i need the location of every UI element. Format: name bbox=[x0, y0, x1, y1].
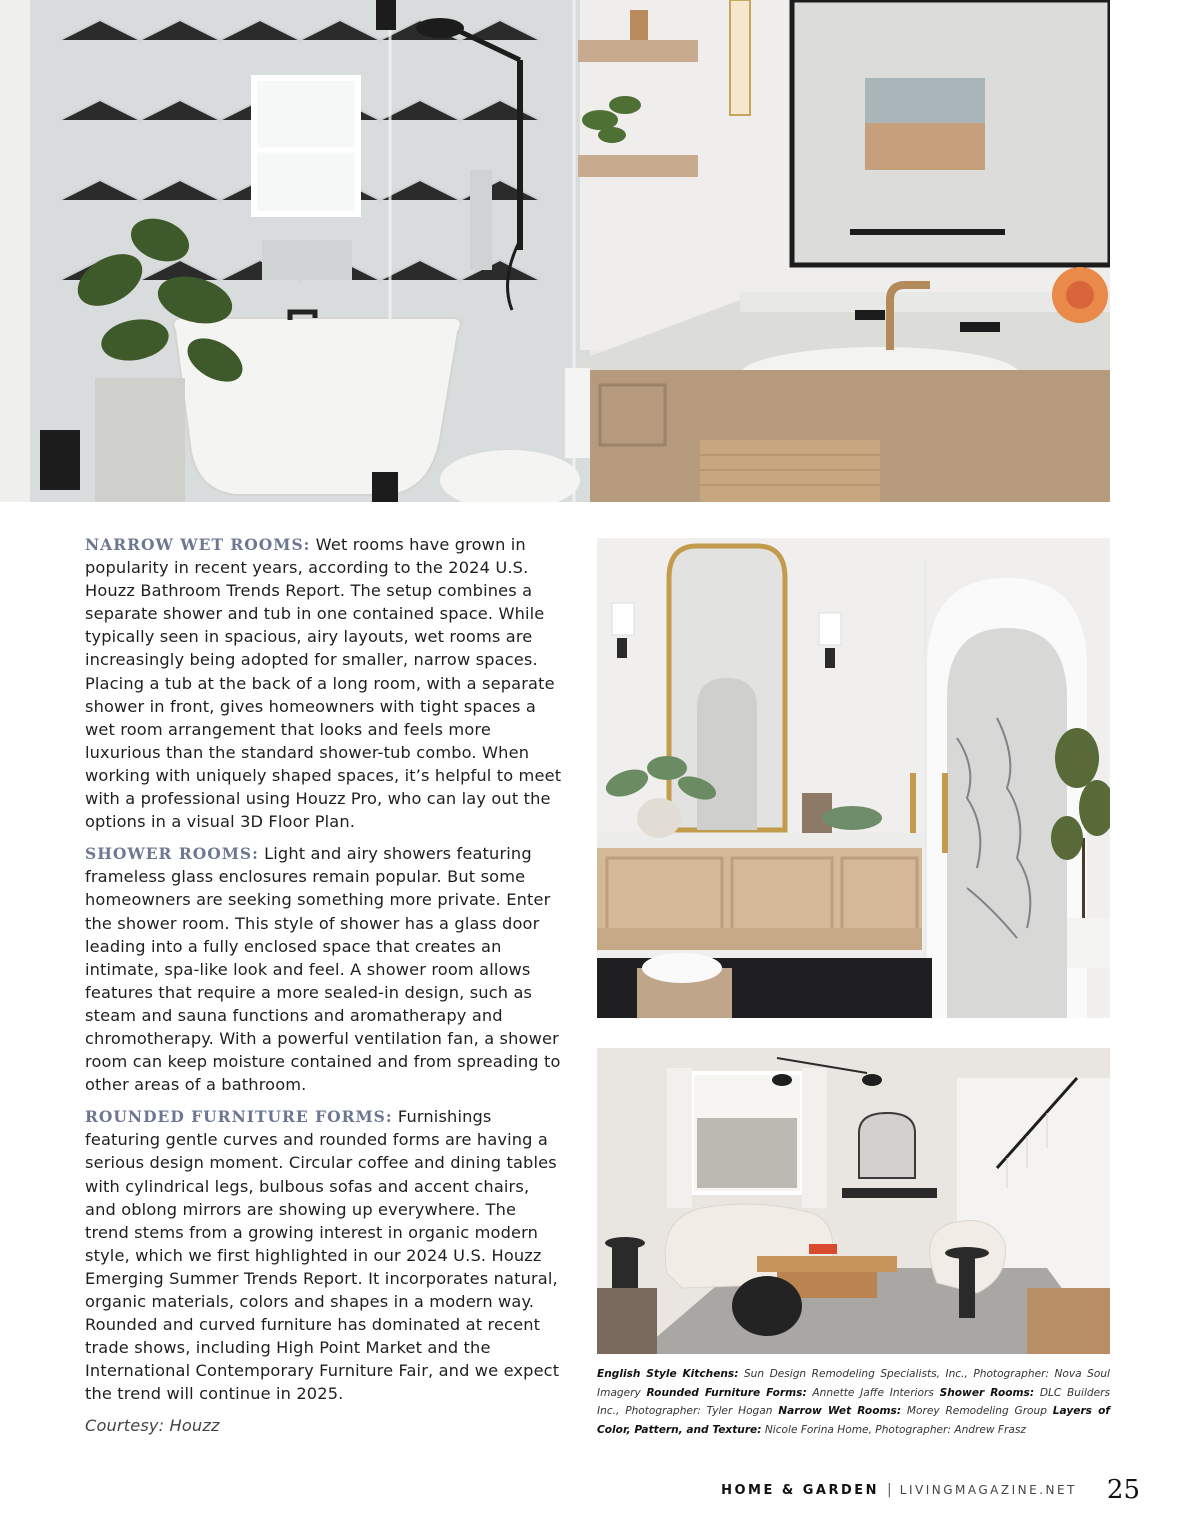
section-narrow-wet-rooms bbox=[85, 533, 565, 833]
article-body bbox=[85, 533, 565, 1447]
credit-text: Annette Jaffe Interiors bbox=[806, 1386, 940, 1399]
section-rounded-furniture bbox=[85, 1105, 565, 1405]
credit-label: Shower Rooms: bbox=[939, 1386, 1035, 1399]
photo-credits-caption bbox=[597, 1365, 1110, 1439]
section-text: Light and airy showers featuring frameless glass enclosures remain popular. But some homeowners are seeking something more private. Enter the shower room. This style of shower has a glass door leading into a fully enclosed space that creates an intimate, spa-like look and feel. A shower room allows features that require a more sealed-in design, such as steam and sauna functions and aromatherapy and chromotherapy. With a powerful ventilation fan, a shower room can keep moisture contained and from spreading to other areas of a bathroom. bbox=[85, 844, 561, 1095]
footer-separator: | bbox=[887, 1482, 892, 1498]
page-number: 25 bbox=[1106, 1475, 1140, 1505]
section-text: Wet rooms have grown in popularity in recent years, according to the 2024 U.S. Houzz Bathroom Trends Report. The setup combines a separate shower and tub in one contained space. While typically seen in spacious, airy layouts, wet rooms are increasingly being adopted for smaller, narrow spaces. Placing a tub at the back of a long room, with a separate shower in front, gives homeowners with tight spaces a wet room arrangement that looks and feels more luxurious than the standard shower-tub combo. When working with uniquely shaped spaces, it’s helpful to meet with a professional using Houzz Pro, who can lay out the options in a visual 3D Floor Plan. bbox=[85, 535, 562, 832]
credit-text: DLC Builders Inc., Photographer: Tyler Hogan bbox=[597, 1386, 1111, 1417]
credit-text: Nicole Forina Home, Photographer: Andrew Frasz bbox=[761, 1423, 1026, 1436]
credit-label: Layers of Color, Pattern, and Texture: bbox=[597, 1405, 1110, 1436]
credit-text: Sun Design Remodeling Specialists, Inc., Photographer: Nova Soul Imagery bbox=[597, 1368, 1110, 1399]
credit-label: Narrow Wet Rooms: bbox=[778, 1405, 902, 1417]
photo-rounded-furniture bbox=[597, 1048, 1110, 1354]
credit-label: English Style Kitchens: bbox=[597, 1368, 739, 1380]
photo-shower-room bbox=[597, 538, 1110, 1018]
section-heading: NARROW WET ROOMS: bbox=[85, 535, 311, 554]
page-footer bbox=[721, 1475, 1140, 1505]
hero-photo-bathroom bbox=[0, 0, 1110, 502]
footer-website: LIVINGMAGAZINE.NET bbox=[899, 1483, 1077, 1497]
section-text: Furnishings featuring gentle curves and rounded forms are having a serious design moment. Circular coffee and dining tables with cylindrical legs, bulbous sofas and accent chairs, and oblong mirrors are showing up everywhere. The trend stems from a growing interest in organic modern style, which we first highlighted in our 2024 U.S. Houzz Emerging Summer Trends Report. It incorporates natural, organic materials, colors and shapes in a modern way. Rounded and curved furniture has dominated at recent trade shows, including High Point Market and the International Contemporary Furniture Fair, and we expect the trend will continue in 2025. bbox=[85, 1107, 560, 1404]
section-heading: ROUNDED FURNITURE FORMS: bbox=[85, 1107, 393, 1127]
section-heading: SHOWER ROOMS: bbox=[85, 844, 259, 864]
footer-section-name: HOME & GARDEN bbox=[721, 1482, 880, 1498]
credit-label: Rounded Furniture Forms: bbox=[646, 1386, 807, 1399]
credit-text: Morey Remodeling Group bbox=[901, 1405, 1053, 1417]
section-shower-rooms bbox=[85, 842, 565, 1096]
courtesy-credit: Courtesy: Houzz bbox=[85, 1416, 220, 1436]
